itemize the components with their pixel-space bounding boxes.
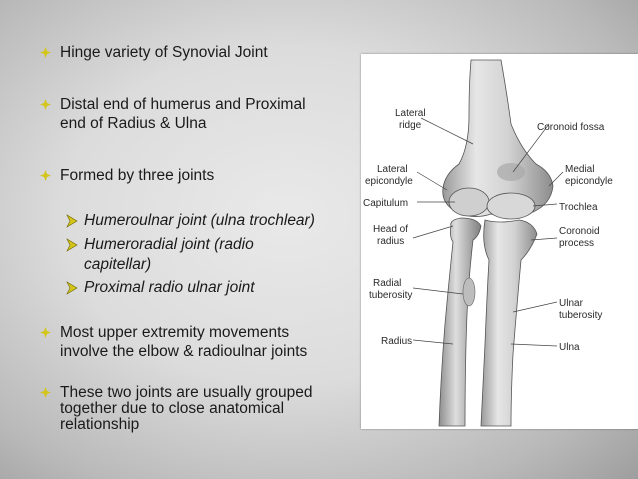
diamond-bullet-icon — [40, 327, 51, 338]
diamond-bullet-icon — [40, 99, 51, 110]
label-coronoid-fossa: Coronoid fossa — [537, 122, 605, 133]
bullet-text: Distal end of humerus and Proximal — [60, 96, 306, 113]
bullet-text: Formed by three joints — [60, 167, 215, 184]
sub-bullet-text: Humeroradial joint (radio — [84, 236, 254, 253]
arrow-bullet-icon — [66, 214, 78, 228]
trochlea-shape — [487, 193, 535, 219]
arrow-bullet-icon — [66, 238, 78, 252]
sub-bullet-text: Humeroulnar joint (ulna trochlear) — [84, 212, 315, 229]
bullet-text: together due to close anatomical — [60, 400, 285, 417]
label-head-of-radius-1: Head of — [373, 224, 409, 235]
label-radial-tuberosity-2: tuberosity — [369, 290, 413, 301]
radial-tuberosity-shape — [463, 278, 475, 306]
label-ulna: Ulna — [559, 342, 580, 353]
sub-bullet-text: Proximal radio ulnar joint — [84, 279, 255, 296]
label-trochlea: Trochlea — [559, 202, 598, 213]
ulna-bone — [481, 220, 537, 426]
label-radius: Radius — [381, 336, 413, 347]
arrow-bullet-icon — [66, 281, 78, 295]
bullet-text: Most upper extremity movements — [60, 324, 290, 341]
diamond-bullet-icon — [40, 170, 51, 181]
label-head-of-radius-2: radius — [377, 236, 405, 247]
label-medial-epicondyle-2: epicondyle — [565, 176, 613, 187]
label-lateral-epicondyle-1: Lateral — [377, 164, 408, 175]
diamond-bullet-icon — [40, 387, 51, 398]
label-radial-tuberosity-1: Radial — [373, 278, 402, 289]
diamond-bullet-icon — [40, 47, 51, 58]
bullet-text: involve the elbow & radioulnar joints — [60, 343, 308, 360]
radius-bone — [439, 218, 481, 426]
label-capitulum: Capitulum — [363, 198, 409, 209]
label-lateral-ridge-2: ridge — [399, 120, 422, 131]
label-coronoid-process-2: process — [559, 238, 595, 249]
label-lateral-ridge-1: Lateral — [395, 108, 426, 119]
label-medial-epicondyle-1: Medial — [565, 164, 595, 175]
bullet-text: Hinge variety of Synovial Joint — [60, 44, 268, 61]
label-coronoid-process-1: Coronoid — [559, 226, 600, 237]
label-lateral-epicondyle-2: epicondyle — [365, 176, 413, 187]
bullet-text: These two joints are usually grouped — [60, 384, 313, 401]
coronoid-fossa-shade — [497, 163, 525, 181]
label-ulnar-tuberosity-2: tuberosity — [559, 310, 603, 321]
sub-bullet-text: capitellar) — [84, 256, 152, 273]
elbow-anatomy-figure — [361, 54, 638, 429]
label-ulnar-tuberosity-1: Ulnar — [559, 298, 583, 309]
elbow-bones-illustration — [361, 54, 638, 429]
bullet-text: end of Radius & Ulna — [60, 115, 207, 132]
bullet-text: relationship — [60, 416, 140, 433]
